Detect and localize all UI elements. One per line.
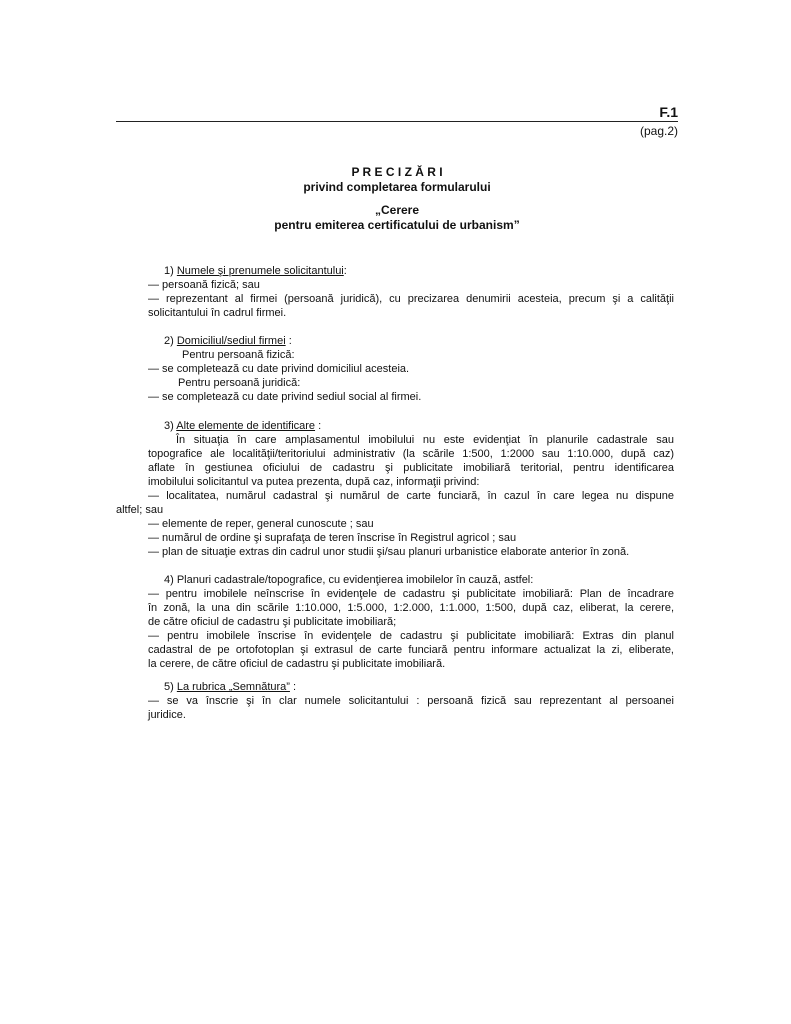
section-3-colon: : xyxy=(315,420,322,432)
section-3-line-9: — plan de situaţie extras din cadrul unor studii şi/sau planuri urbanistice elaborate anterior în zonă. xyxy=(148,546,630,558)
section-1-line-3: solicitantului în cadrul firmei. xyxy=(148,307,287,319)
section-1-heading xyxy=(164,264,674,278)
section-5-heading xyxy=(164,680,674,694)
section-3-line-1: În situaţia în care amplasamentul imobilului nu este evidenţiat în planurile cadastrale sau xyxy=(176,434,674,446)
section-3-line-6: altfel; sau xyxy=(116,504,164,516)
section-4-line-2: în zonă, la una din scările 1:10.000, 1:5.000, 1:2.000, 1:1.000, 1:500, după caz, eliberat, la cerere, xyxy=(148,602,674,614)
section-4-line-3: de către oficiul de cadastru şi publicitate imobiliară; xyxy=(148,616,397,628)
section-3-line-2: topografice ale localităţii/teritoriului administrativ (la scările 1:500, 1:2000 sau 1:10.000, după caz) xyxy=(148,448,674,460)
section-4-line-4: — pentru imobilele înscrise în evidenţele de cadastru şi publicitate imobiliară: Extras din planul xyxy=(148,630,674,642)
document-subtitle-2: „Cerere xyxy=(374,203,420,217)
section-1-title: Numele şi prenumele solicitantului xyxy=(176,265,344,277)
form-code: F.1 xyxy=(659,104,678,120)
section-3-line-3: aflate în gestiunea oficiului de cadastru şi publicitate imobiliară teritorial, pentru identificarea xyxy=(148,462,674,474)
section-1-colon: : xyxy=(343,265,347,277)
page-label: (pag.2) xyxy=(639,124,678,138)
section-1-line-2: — reprezentant al firmei (persoană juridică), cu precizarea denumirii acesteia, precum şi a calităţii xyxy=(148,293,674,305)
section-3-line-5: — localitatea, numărul cadastral şi numărul de carte funciară, în cazul în care legea nu dispune xyxy=(148,490,674,502)
section-2-line-4: — se completează cu date privind sediul social al firmei. xyxy=(148,391,422,403)
section-4-line-6: la cerere, de către oficiul de cadastru şi publicitate imobiliară. xyxy=(148,658,446,670)
section-1-number: 1) xyxy=(164,265,174,277)
section-2-heading xyxy=(164,334,674,348)
document-title: P R E C I Z Ă R I xyxy=(351,165,443,179)
section-5-colon: : xyxy=(289,681,297,693)
section-1-line-1: — persoană fizică; sau xyxy=(148,279,260,291)
section-3-number: 3) xyxy=(164,420,174,432)
section-2-title: Domiciliul/sediul firmei xyxy=(176,335,286,347)
section-2-line-2: — se completează cu date privind domiciliul acesteia. xyxy=(148,363,410,375)
section-3-line-8: — numărul de ordine şi suprafaţa de teren înscrise în Registrul agricol ; sau xyxy=(148,532,517,544)
document-subtitle-3: pentru emiterea certificatului de urbanism” xyxy=(274,218,520,232)
section-3-heading xyxy=(164,419,674,433)
section-3-line-4: imobilului solicitantul va putea prezenta, după caz, informaţii privind: xyxy=(148,476,480,488)
section-5-line-1: — se va înscrie şi în clar numele solicitantului : persoană fizică sau reprezentant al persoanei xyxy=(148,695,674,707)
document-subtitle-1: privind completarea formularului xyxy=(303,180,491,194)
section-2-colon: : xyxy=(285,335,292,347)
section-3-line-7: — elemente de reper, general cunoscute ; sau xyxy=(148,518,374,530)
section-4-heading: 4) Planuri cadastrale/topografice, cu evidenţierea imobilelor în cauză, astfel: xyxy=(164,574,534,586)
section-2-line-1: Pentru persoană fizică: xyxy=(182,349,295,361)
section-3-title: Alte elemente de identificare xyxy=(176,420,316,432)
section-4-line-1: — pentru imobilele neînscrise în evidenţele de cadastru şi publicitate imobiliară: Plan de încadrare xyxy=(148,588,674,600)
section-5-line-2: juridice. xyxy=(148,709,186,721)
header-rule xyxy=(116,121,678,122)
section-2-number: 2) xyxy=(164,335,174,347)
section-2-line-3: Pentru persoană juridică: xyxy=(178,377,301,389)
section-4-line-5: cadastral de pe ortofotoplan şi extrasul de carte funciară pentru informare actualizat la zi, eliberate, xyxy=(148,644,674,656)
section-5-number: 5) xyxy=(164,681,174,693)
section-5-title: La rubrica „Semnătura” xyxy=(176,681,290,693)
